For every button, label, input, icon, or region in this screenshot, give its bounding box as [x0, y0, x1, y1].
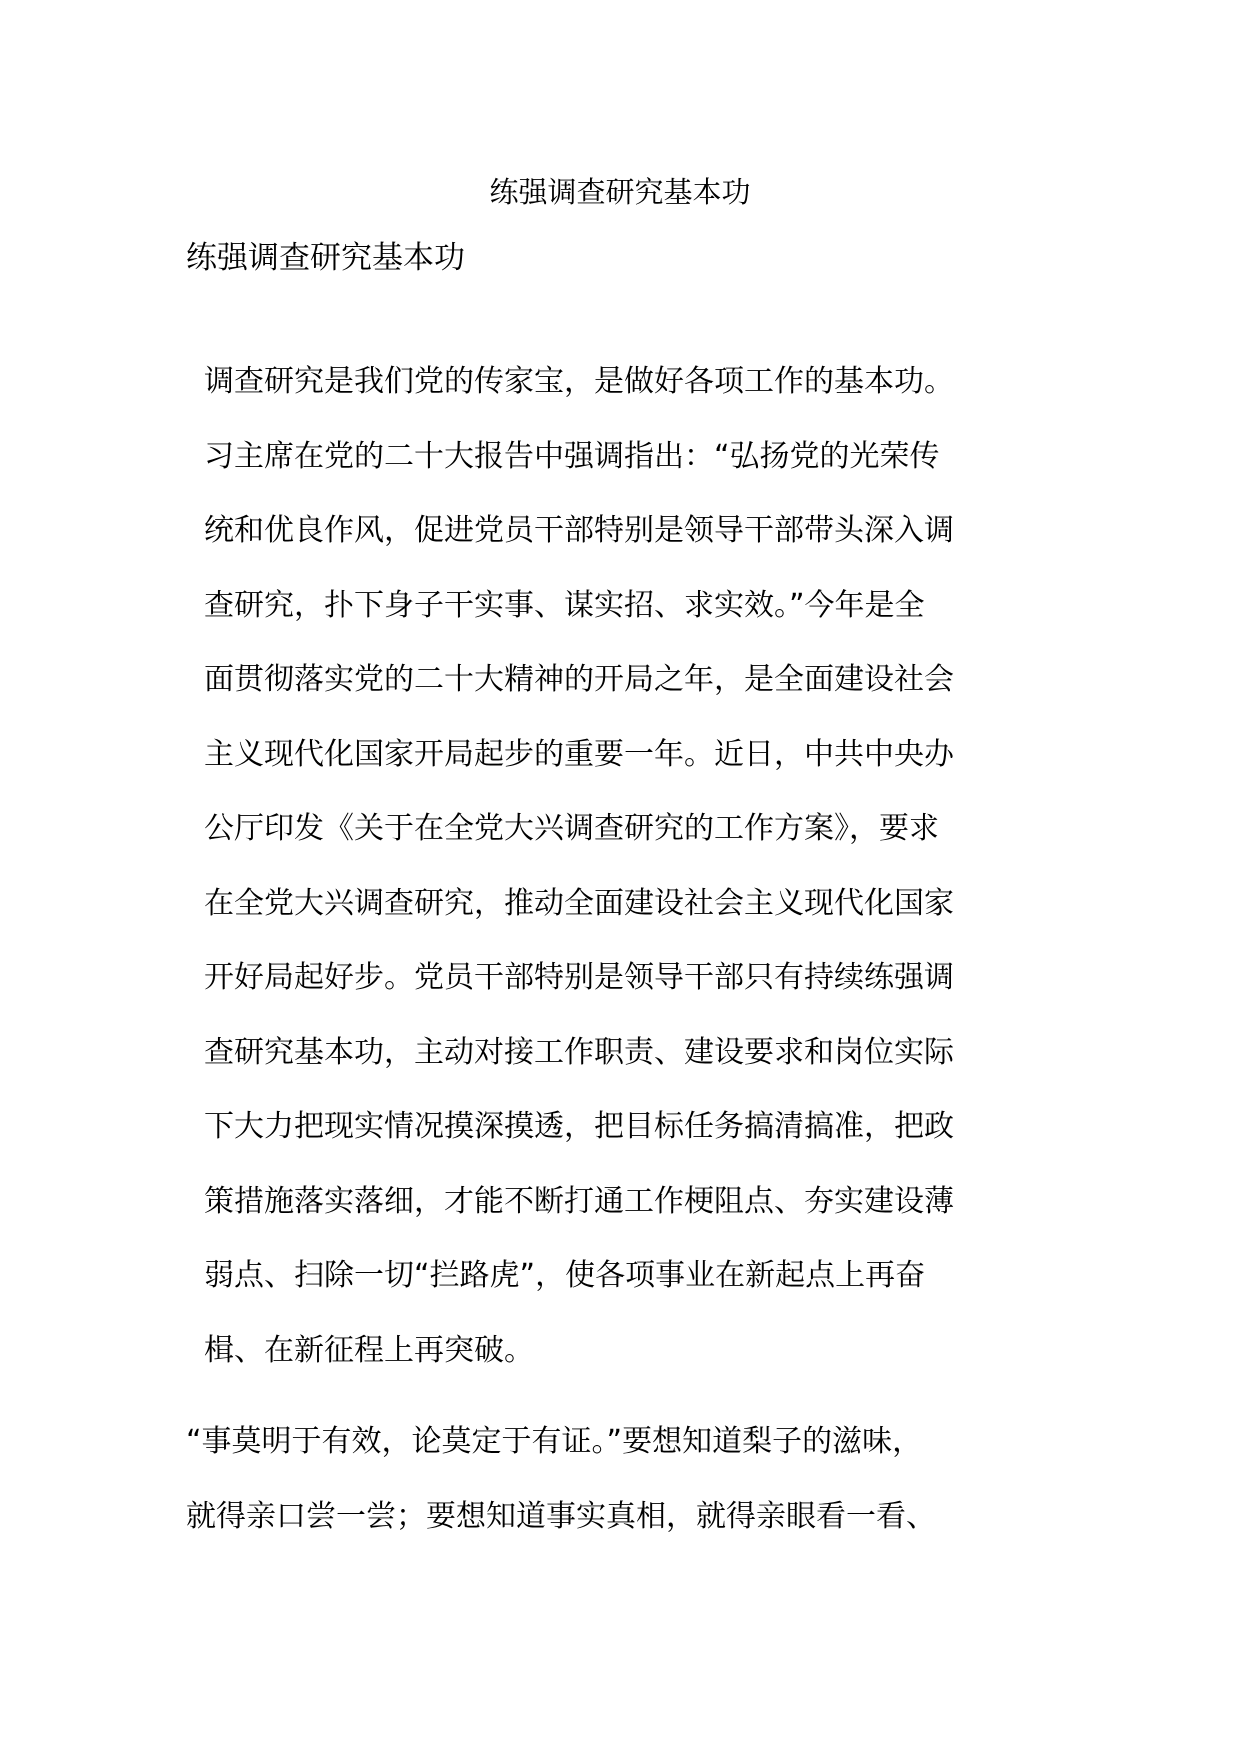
paragraph-2 [186, 1405, 1056, 1554]
paragraph-line: 开好局起好步。党员干部特别是领导干部只有持续练强调 [204, 960, 954, 995]
paragraph-line: 下大力把现实情况摸深摸透，把目标任务搞清搞准，把政 [204, 1109, 954, 1144]
paragraph-line: 查研究，扑下身子干实事、谋实招、求实效。”今年是全 [204, 587, 925, 623]
paragraph-line: 就得亲口尝一尝；要想知道事实真相，就得亲眼看一看、 [186, 1498, 936, 1534]
paragraph-line: 习主席在党的二十大报告中强调指出：“弘扬党的光荣传 [204, 438, 940, 474]
paragraph-line: 主义现代化国家开局起步的重要一年。近日，中共中央办 [204, 736, 954, 772]
document-title: 练强调查研究基本功 [489, 175, 751, 209]
paragraph-line: 面贯彻落实党的二十大精神的开局之年，是全面建设社会 [204, 662, 954, 697]
paragraph-line: 查研究基本功，主动对接工作职责、建设要求和岗位实际 [204, 1034, 954, 1070]
paragraph-1 [186, 345, 1056, 1388]
paragraph-line: 楫、在新征程上再突破。 [204, 1332, 534, 1368]
paragraph-line: 统和优良作风，促进党员干部特别是领导干部带头深入调 [204, 513, 954, 548]
paragraph-line: 策措施落实落细，才能不断打通工作梗阻点、夯实建设薄 [204, 1183, 954, 1219]
paragraph-line: 公厅印发《关于在全党大兴调查研究的工作方案》，要求 [204, 811, 939, 846]
paragraph-line: 在全党大兴调查研究，推动全面建设社会主义现代化国家 [204, 885, 954, 921]
document-subtitle: 练强调查研究基本功 [186, 240, 465, 276]
paragraph-line: “事莫明于有效，论莫定于有证。”要想知道梨子的滋味， [186, 1424, 923, 1459]
paragraph-line: 调查研究是我们党的传家宝，是做好各项工作的基本功。 [204, 364, 954, 399]
paragraph-line: 弱点、扫除一切“拦路虎”，使各项事业在新起点上再奋 [204, 1258, 926, 1293]
